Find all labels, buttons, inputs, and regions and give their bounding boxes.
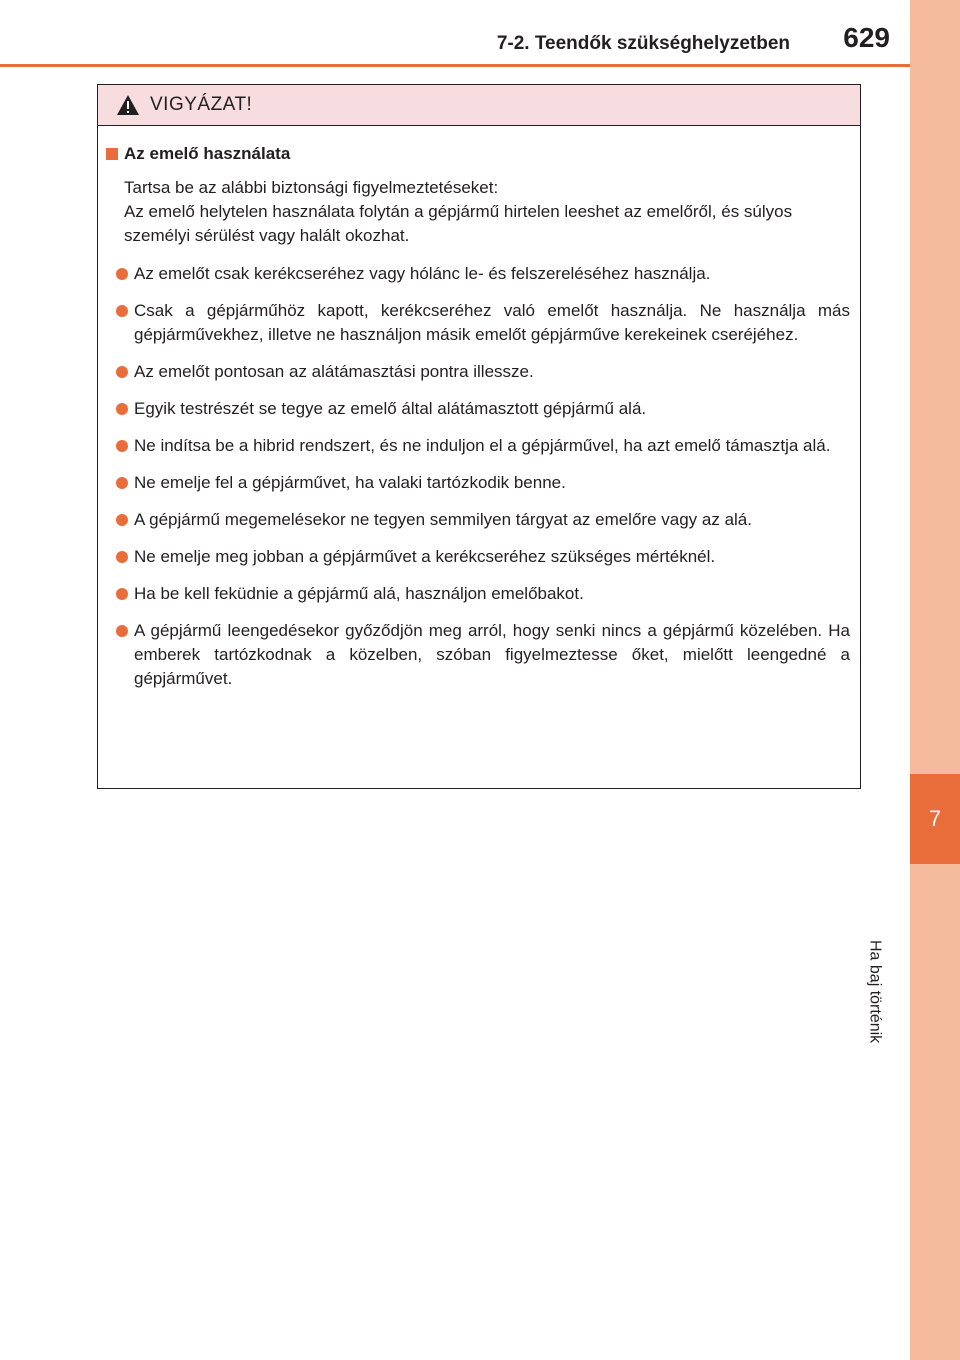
dot-bullet-icon bbox=[116, 588, 128, 600]
dot-bullet-icon bbox=[116, 305, 128, 317]
dot-bullet-icon bbox=[116, 440, 128, 452]
list-item bbox=[106, 360, 850, 384]
list-item bbox=[106, 397, 850, 421]
dot-bullet-icon bbox=[116, 477, 128, 489]
list-item-text: Ne indítsa be a hibrid rendszert, és ne induljon el a gépjárművel, ha azt emelő támasztja alá. bbox=[134, 436, 831, 455]
list-item-text: Ne emelje fel a gépjárművet, ha valaki tartózkodik benne. bbox=[134, 473, 566, 492]
list-item bbox=[106, 619, 850, 691]
page-header bbox=[0, 0, 910, 68]
list-item bbox=[106, 471, 850, 495]
warning-box bbox=[97, 84, 861, 789]
list-item-text: Csak a gépjárműhöz kapott, kerékcseréhez való emelőt használja. Ne használja más gépjárművekhez, illetve ne használjon másik emelőt gépjárműve kerekeinek cseréjéhez. bbox=[134, 301, 850, 344]
list-item bbox=[106, 299, 850, 347]
list-item-text: A gépjármű megemelésekor ne tegyen semmilyen tárgyat az emelőre vagy az alá. bbox=[134, 510, 752, 529]
intro-text bbox=[106, 176, 850, 248]
page-number: 629 bbox=[843, 22, 890, 53]
dot-bullet-icon bbox=[116, 514, 128, 526]
warning-body bbox=[98, 126, 860, 691]
warning-triangle-icon bbox=[116, 94, 140, 116]
section-title-text: Az emelő használata bbox=[124, 144, 291, 163]
warning-heading: VIGYÁZAT! bbox=[150, 94, 253, 115]
square-bullet-icon bbox=[106, 148, 118, 160]
dot-bullet-icon bbox=[116, 551, 128, 563]
list-item-text: Ha be kell feküdnie a gépjármű alá, használjon emelőbakot. bbox=[134, 584, 584, 603]
list-item bbox=[106, 262, 850, 286]
dot-bullet-icon bbox=[116, 366, 128, 378]
chapter-label: Ha baj történik bbox=[866, 940, 884, 1044]
list-item bbox=[106, 582, 850, 606]
list-item bbox=[106, 434, 850, 458]
header-title: 7-2. Teendők szükséghelyzetben bbox=[496, 33, 790, 54]
side-tab bbox=[910, 0, 960, 1360]
chapter-number-tab: 7 bbox=[910, 774, 960, 864]
list-item-text: A gépjármű leengedésekor győződjön meg arról, hogy senki nincs a gépjármű közelében. Ha emberek tartózkodnak a közelben, szóban figyelmeztesse őket, mielőtt leengedné a gépjárművet. bbox=[134, 621, 850, 688]
dot-bullet-icon bbox=[116, 625, 128, 637]
list-item bbox=[106, 545, 850, 569]
section-title bbox=[106, 142, 850, 166]
list-item-text: Egyik testrészét se tegye az emelő által alátámasztott gépjármű alá. bbox=[134, 399, 647, 418]
list-item-text: Az emelőt csak kerékcseréhez vagy hólánc le- és felszereléséhez használja. bbox=[134, 264, 711, 283]
intro-line: Tartsa be az alábbi biztonsági figyelmeztetéseket: bbox=[124, 178, 499, 197]
intro-line: Az emelő helytelen használata folytán a gépjármű hirtelen leeshet az emelőről, és súlyos személyi sérülést vagy halált okozhat. bbox=[124, 202, 793, 245]
list-item-text: Ne emelje meg jobban a gépjárművet a kerékcseréhez szükséges mértéknél. bbox=[134, 547, 716, 566]
header-rule bbox=[0, 64, 910, 67]
list-item-text: Az emelőt pontosan az alátámasztási pontra illessze. bbox=[134, 362, 534, 381]
warning-header bbox=[98, 85, 860, 126]
dot-bullet-icon bbox=[116, 403, 128, 415]
list-item bbox=[106, 508, 850, 532]
dot-bullet-icon bbox=[116, 268, 128, 280]
